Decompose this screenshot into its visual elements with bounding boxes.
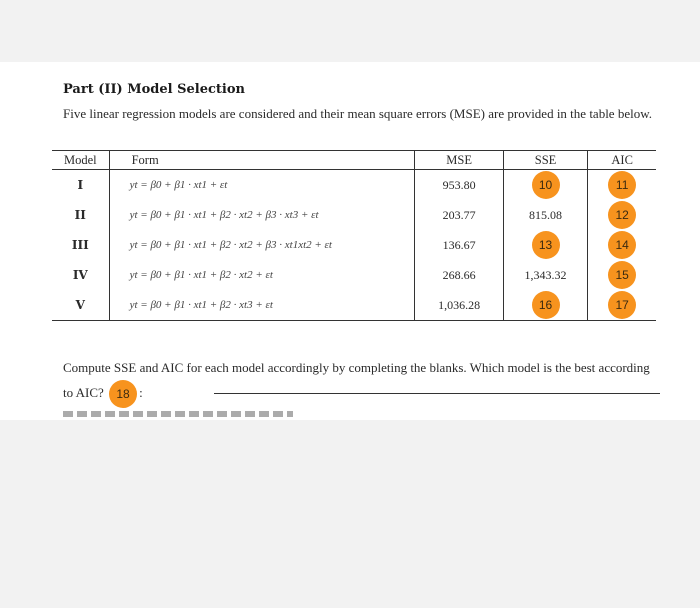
mse-value: 203.77: [415, 200, 503, 230]
question-text: [63, 356, 663, 408]
table-row: [52, 170, 656, 201]
aic-blank-badge[interactable]: 14: [608, 231, 636, 259]
answer-blank-line[interactable]: [214, 393, 660, 394]
sse-value: 1,343.32: [503, 260, 588, 290]
table-row: [52, 200, 656, 230]
section-intro: Five linear regression models are considered and their mean square errors (MSE) are provided in the table below.: [63, 106, 653, 121]
aic-blank-badge[interactable]: 11: [608, 171, 636, 199]
aic-blank-badge[interactable]: 12: [608, 201, 636, 229]
model-form: yt = β0 + β1 · xt1 + β2 · xt2 + β3 · xt3 + εt: [109, 200, 415, 230]
sse-blank-badge[interactable]: 10: [532, 171, 560, 199]
sse-blank-badge[interactable]: 13: [532, 231, 560, 259]
model-form: yt = β0 + β1 · xt1 + εt: [109, 170, 415, 201]
mse-value: 268.66: [415, 260, 503, 290]
table-row: [52, 260, 656, 290]
cut-off-next-heading: [63, 411, 293, 417]
model-id: I: [52, 170, 109, 201]
mse-value: 1,036.28: [415, 290, 503, 321]
sse-cell: [503, 290, 588, 321]
answer-blank-badge[interactable]: 18: [109, 380, 137, 408]
model-form: yt = β0 + β1 · xt1 + β2 · xt2 + β3 · xt1xt2 + εt: [109, 230, 415, 260]
header-model: Model: [52, 151, 109, 170]
section-title: Part (II) Model Selection: [63, 82, 245, 97]
aic-blank-badge[interactable]: 17: [608, 291, 636, 319]
model-form: yt = β0 + β1 · xt1 + β2 · xt2 + εt: [109, 260, 415, 290]
header-form: Form: [109, 151, 415, 170]
sse-cell: [503, 170, 588, 201]
header-sse: SSE: [503, 151, 588, 170]
model-id: IV: [52, 260, 109, 290]
sse-value: 815.08: [503, 200, 588, 230]
mse-value: 953.80: [415, 170, 503, 201]
document-page: [0, 62, 700, 420]
aic-cell: [588, 230, 656, 260]
aic-cell: [588, 290, 656, 321]
sse-cell: [503, 230, 588, 260]
table-row: [52, 290, 656, 321]
aic-cell: [588, 260, 656, 290]
aic-cell: [588, 170, 656, 201]
table-row: [52, 230, 656, 260]
aic-cell: [588, 200, 656, 230]
question-colon: :: [139, 384, 143, 400]
mse-value: 136.67: [415, 230, 503, 260]
model-id: III: [52, 230, 109, 260]
model-form: yt = β0 + β1 · xt1 + β2 · xt3 + εt: [109, 290, 415, 321]
model-id: II: [52, 200, 109, 230]
sse-blank-badge[interactable]: 16: [532, 291, 560, 319]
header-mse: MSE: [415, 151, 503, 170]
model-table: [52, 150, 656, 321]
aic-blank-badge[interactable]: 15: [608, 261, 636, 289]
model-id: V: [52, 290, 109, 321]
question-prompt: Compute SSE and AIC for each model accordingly by completing the blanks. Which model is the best according to AIC?: [63, 360, 650, 400]
header-aic: AIC: [588, 151, 656, 170]
table-header-row: [52, 151, 656, 170]
